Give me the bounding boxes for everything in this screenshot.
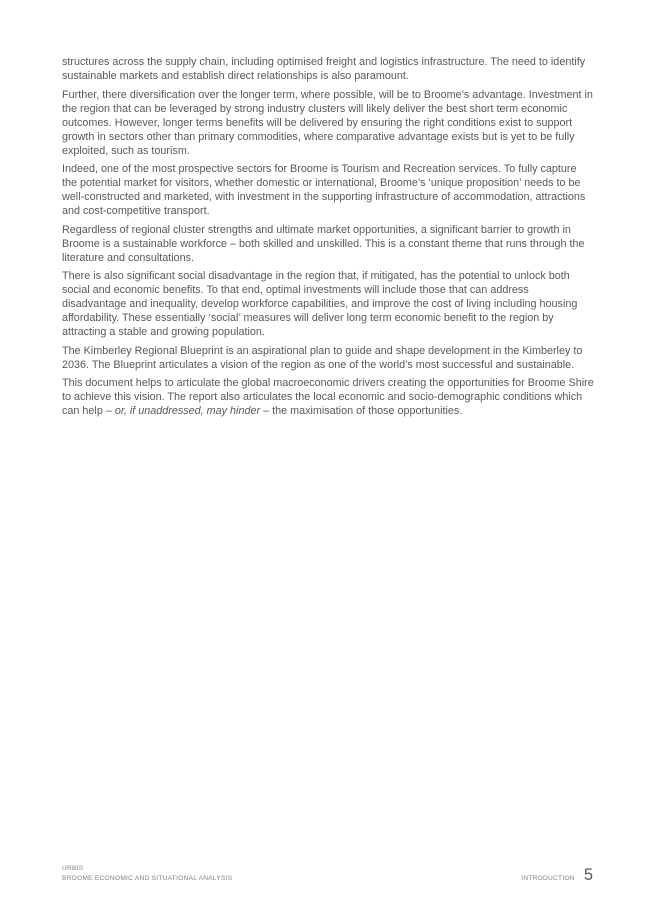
text-run-italic: or, if unaddressed, may hinder [114,405,261,417]
footer-report-title: BROOME ECONOMIC AND SITUATIONAL ANALYSIS [62,874,233,882]
paragraph [62,55,594,83]
footer-brand: URBIS [62,865,84,872]
paragraph [62,344,594,372]
body-text [62,55,594,423]
text-run: The Kimberley Regional Blueprint is an aspirational plan to guide and shape development in the Kimberley to 2036. The Blueprint articulates a vision of the region as one of the world’s most successful and sustainable. [62,344,583,371]
paragraph [62,162,594,218]
text-run: There is also significant social disadvantage in the region that, if mitigated, has the potential to unlock both social and economic benefits. To that end, optimal investments will include those that can address disadvantage and inequality, develop workforce capabilities, and improve the cost of living including housing affordability. These essentially ‘social’ measures will deliver long term economic benefit to the region by attracting a stable and growing population. [62,270,578,338]
paragraph [62,223,594,265]
paragraph [62,269,594,339]
paragraph [62,88,594,158]
text-run: structures across the supply chain, including optimised freight and logistics infrastructure. The need to identify sustainable markets and establish direct relationships is also paramount. [62,56,586,82]
text-run: Indeed, one of the most prospective sectors for Broome is Tourism and Recreation services. To fully capture the potential market for visitors, whether domestic or international, Broome’s ‘unique proposition’ needs to be well-constructed and marketed, with investment in the supporting infrastructure of accommodation, attractions and cost-competitive transport. [62,163,586,217]
footer-section-info [521,867,593,884]
footer-page-number: 5 [583,865,593,884]
text-run: This document helps to articulate the global macroeconomic drivers creating the opportunities for Broome Shire to achieve this vision. The report also articulates the local economic and socio-demographic conditions which can help – [62,377,594,417]
paragraph [62,376,594,418]
text-run: Regardless of regional cluster strengths and ultimate market opportunities, a significant barrier to growth in Broome is a sustainable workforce – both skilled and unskilled. This is a constant theme that runs through the literature and consultations. [62,223,585,264]
footer-report-info [62,864,232,883]
text-run: Further, there diversification over the longer term, where possible, will be to Broome’s advantage. Investment in the region that can be leveraged by strong industry clusters will likely deliver the best short term economic outcomes. However, longer terms benefits will be delivered by ensuring the right conditions exist to support growth in sectors other than primary commodities, where comparative advantage exists but is yet to be fully exploited, such as tourism. [62,88,593,157]
page-footer [62,864,593,883]
text-run: – the maximisation of those opportunities. [260,405,463,417]
footer-section-label: INTRODUCTION [521,874,575,882]
